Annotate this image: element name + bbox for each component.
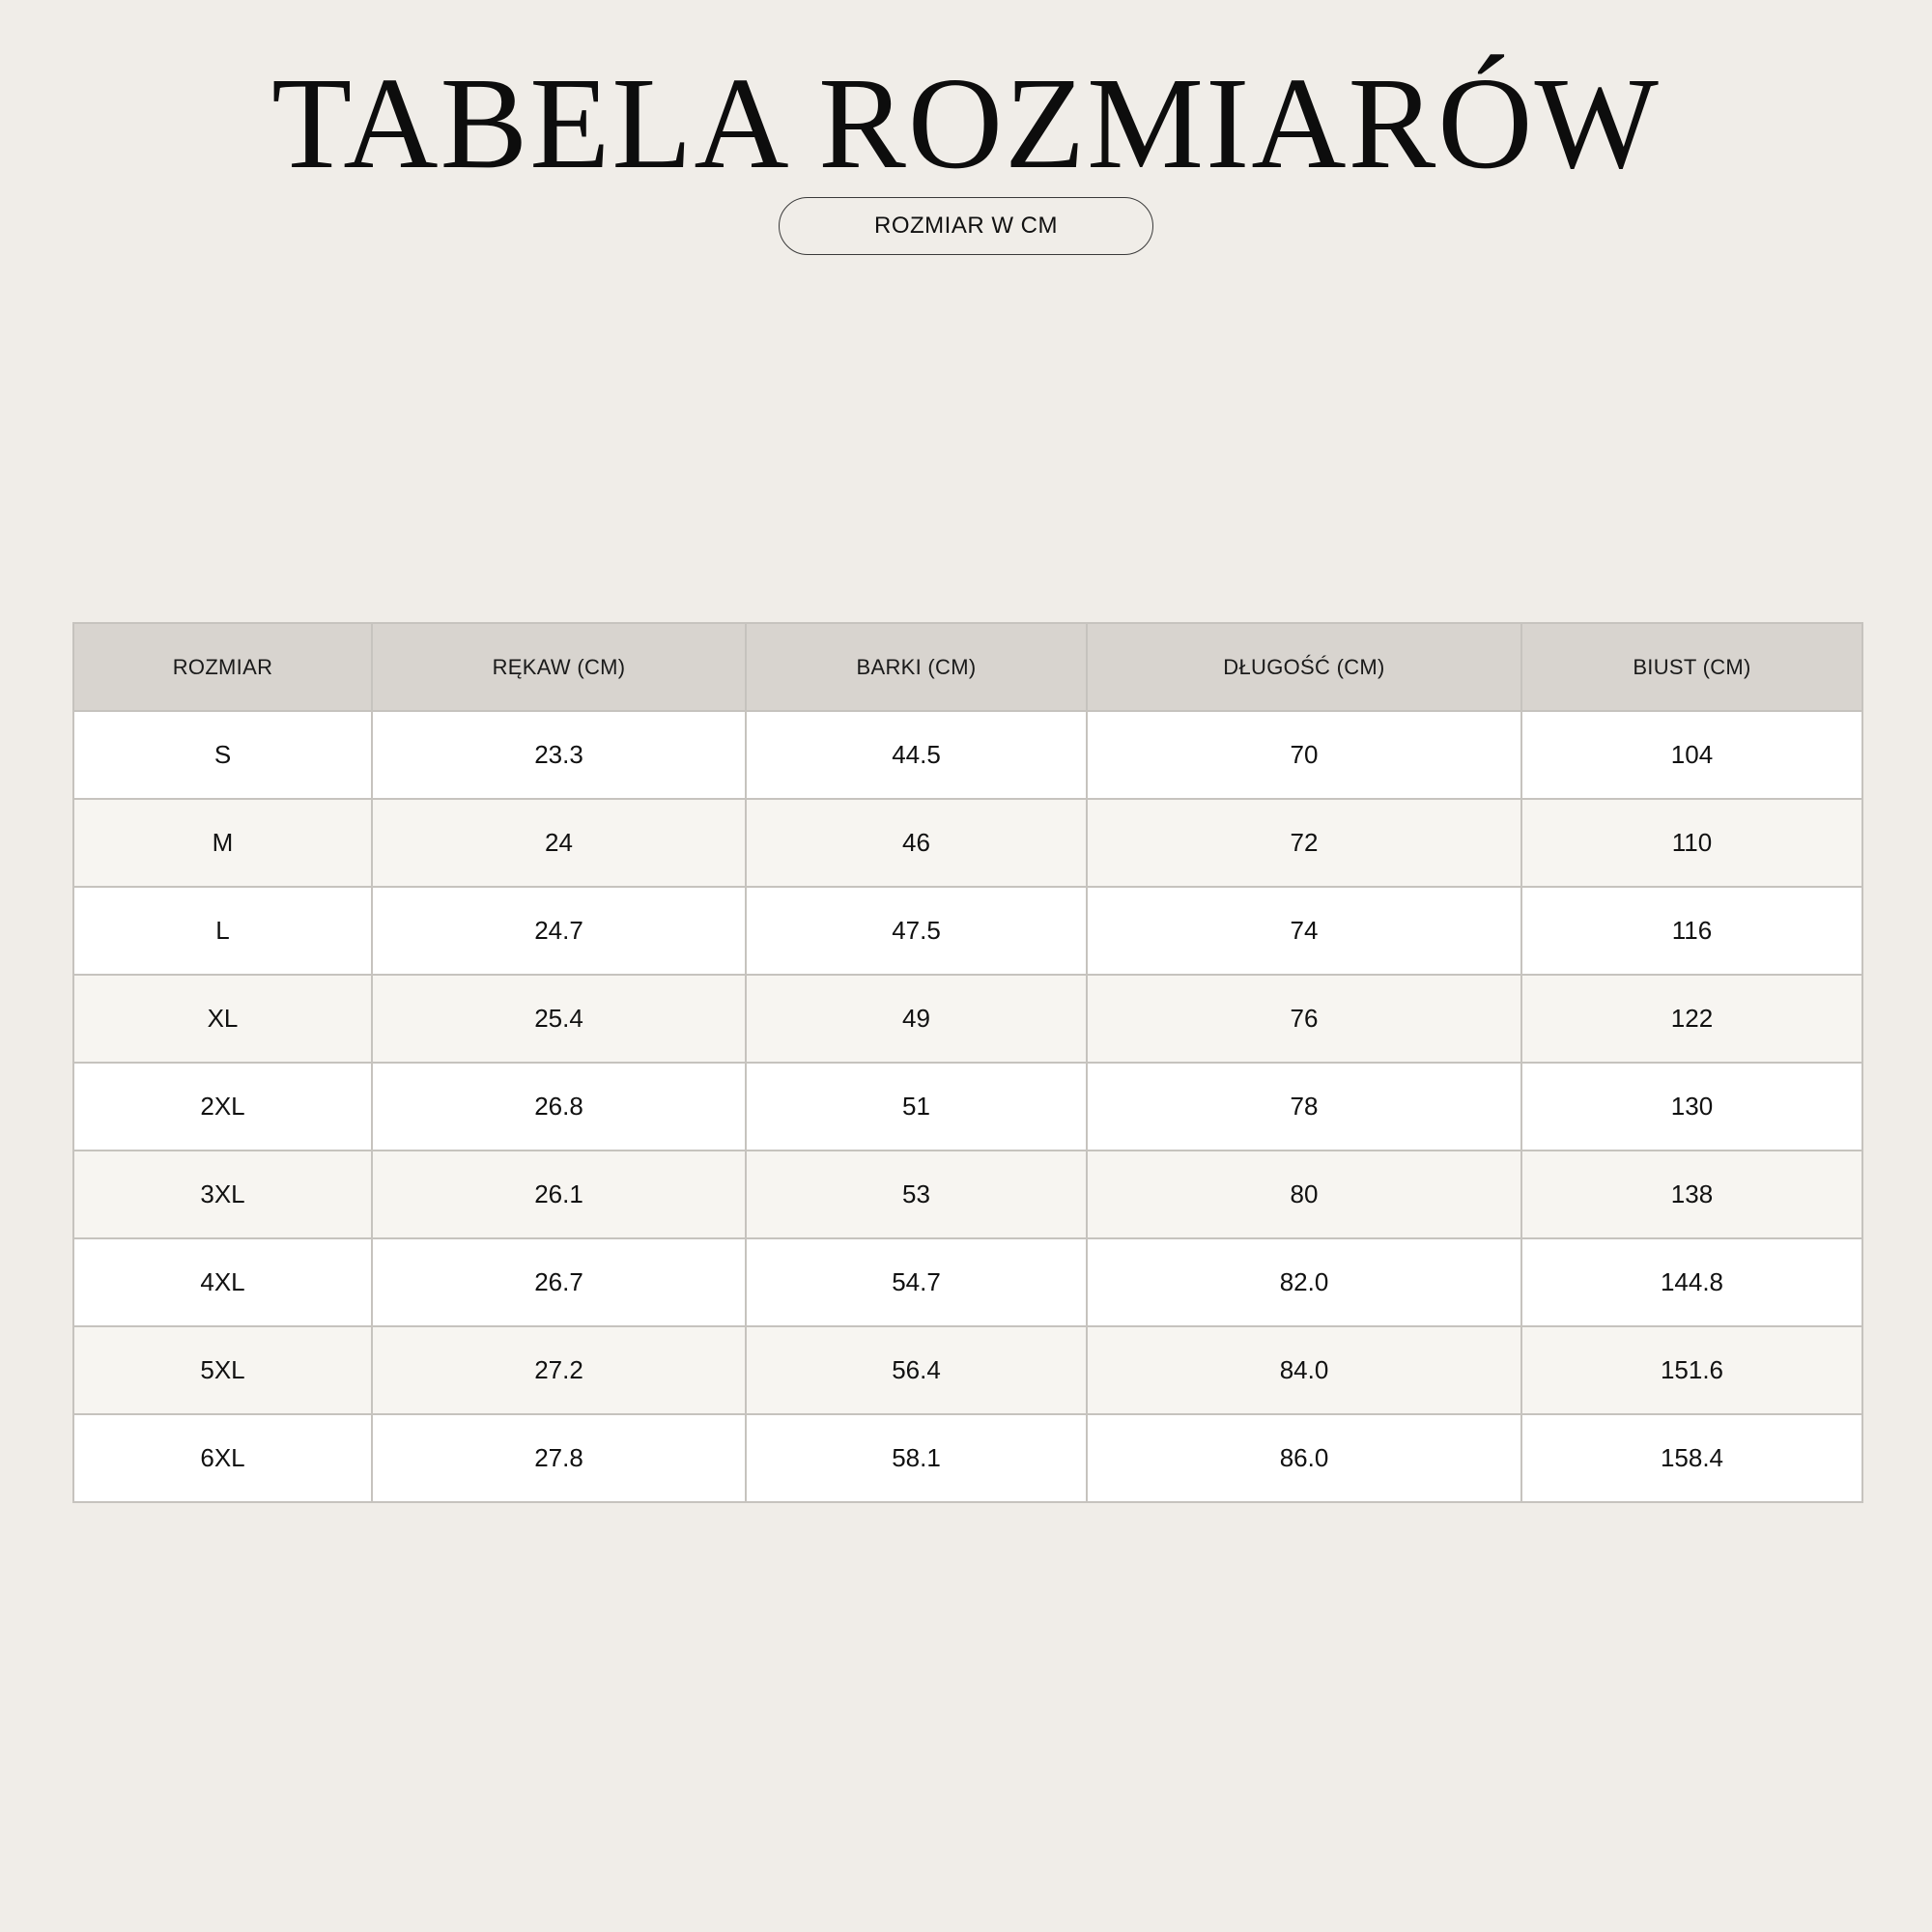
- table-body: [73, 711, 1862, 1502]
- table-row: [73, 887, 1862, 975]
- cell-bust: 151.6: [1521, 1326, 1862, 1414]
- cell-sleeve: 26.7: [372, 1238, 746, 1326]
- unit-badge-label: ROZMIAR W CM: [874, 213, 1058, 239]
- cell-sleeve: 26.1: [372, 1151, 746, 1238]
- cell-size: XL: [73, 975, 372, 1063]
- cell-sleeve: 24: [372, 799, 746, 887]
- cell-length: 72: [1087, 799, 1521, 887]
- table-row: [73, 1326, 1862, 1414]
- cell-length: 84.0: [1087, 1326, 1521, 1414]
- cell-shoulders: 46: [746, 799, 1087, 887]
- table-row: [73, 1063, 1862, 1151]
- cell-length: 78: [1087, 1063, 1521, 1151]
- column-header-sleeve: RĘKAW (CM): [372, 623, 746, 711]
- cell-sleeve: 26.8: [372, 1063, 746, 1151]
- cell-sleeve: 27.2: [372, 1326, 746, 1414]
- cell-length: 82.0: [1087, 1238, 1521, 1326]
- column-header-bust: BIUST (CM): [1521, 623, 1862, 711]
- cell-shoulders: 56.4: [746, 1326, 1087, 1414]
- page-title: TABELA ROZMIARÓW: [271, 51, 1661, 196]
- cell-size: 2XL: [73, 1063, 372, 1151]
- cell-size: M: [73, 799, 372, 887]
- cell-bust: 122: [1521, 975, 1862, 1063]
- cell-size: 4XL: [73, 1238, 372, 1326]
- cell-sleeve: 24.7: [372, 887, 746, 975]
- table-header: [73, 623, 1862, 711]
- cell-size: S: [73, 711, 372, 799]
- table-row: [73, 711, 1862, 799]
- cell-shoulders: 51: [746, 1063, 1087, 1151]
- cell-sleeve: 23.3: [372, 711, 746, 799]
- cell-sleeve: 25.4: [372, 975, 746, 1063]
- cell-sleeve: 27.8: [372, 1414, 746, 1502]
- header-row: [73, 623, 1862, 711]
- cell-bust: 116: [1521, 887, 1862, 975]
- cell-length: 76: [1087, 975, 1521, 1063]
- column-header-length: DŁUGOŚĆ (CM): [1087, 623, 1521, 711]
- table-row: [73, 1238, 1862, 1326]
- cell-shoulders: 47.5: [746, 887, 1087, 975]
- cell-shoulders: 58.1: [746, 1414, 1087, 1502]
- cell-length: 70: [1087, 711, 1521, 799]
- size-chart-table: [72, 622, 1863, 1503]
- cell-size: 6XL: [73, 1414, 372, 1502]
- cell-size: L: [73, 887, 372, 975]
- table-row: [73, 799, 1862, 887]
- cell-shoulders: 54.7: [746, 1238, 1087, 1326]
- unit-badge: [779, 197, 1153, 255]
- cell-length: 74: [1087, 887, 1521, 975]
- cell-shoulders: 53: [746, 1151, 1087, 1238]
- column-header-size: ROZMIAR: [73, 623, 372, 711]
- cell-length: 86.0: [1087, 1414, 1521, 1502]
- cell-bust: 104: [1521, 711, 1862, 799]
- cell-size: 5XL: [73, 1326, 372, 1414]
- cell-bust: 130: [1521, 1063, 1862, 1151]
- cell-bust: 110: [1521, 799, 1862, 887]
- cell-size: 3XL: [73, 1151, 372, 1238]
- cell-length: 80: [1087, 1151, 1521, 1238]
- cell-shoulders: 49: [746, 975, 1087, 1063]
- cell-bust: 158.4: [1521, 1414, 1862, 1502]
- cell-bust: 138: [1521, 1151, 1862, 1238]
- table-row: [73, 1151, 1862, 1238]
- table-row: [73, 1414, 1862, 1502]
- column-header-shoulders: BARKI (CM): [746, 623, 1087, 711]
- table-row: [73, 975, 1862, 1063]
- cell-bust: 144.8: [1521, 1238, 1862, 1326]
- cell-shoulders: 44.5: [746, 711, 1087, 799]
